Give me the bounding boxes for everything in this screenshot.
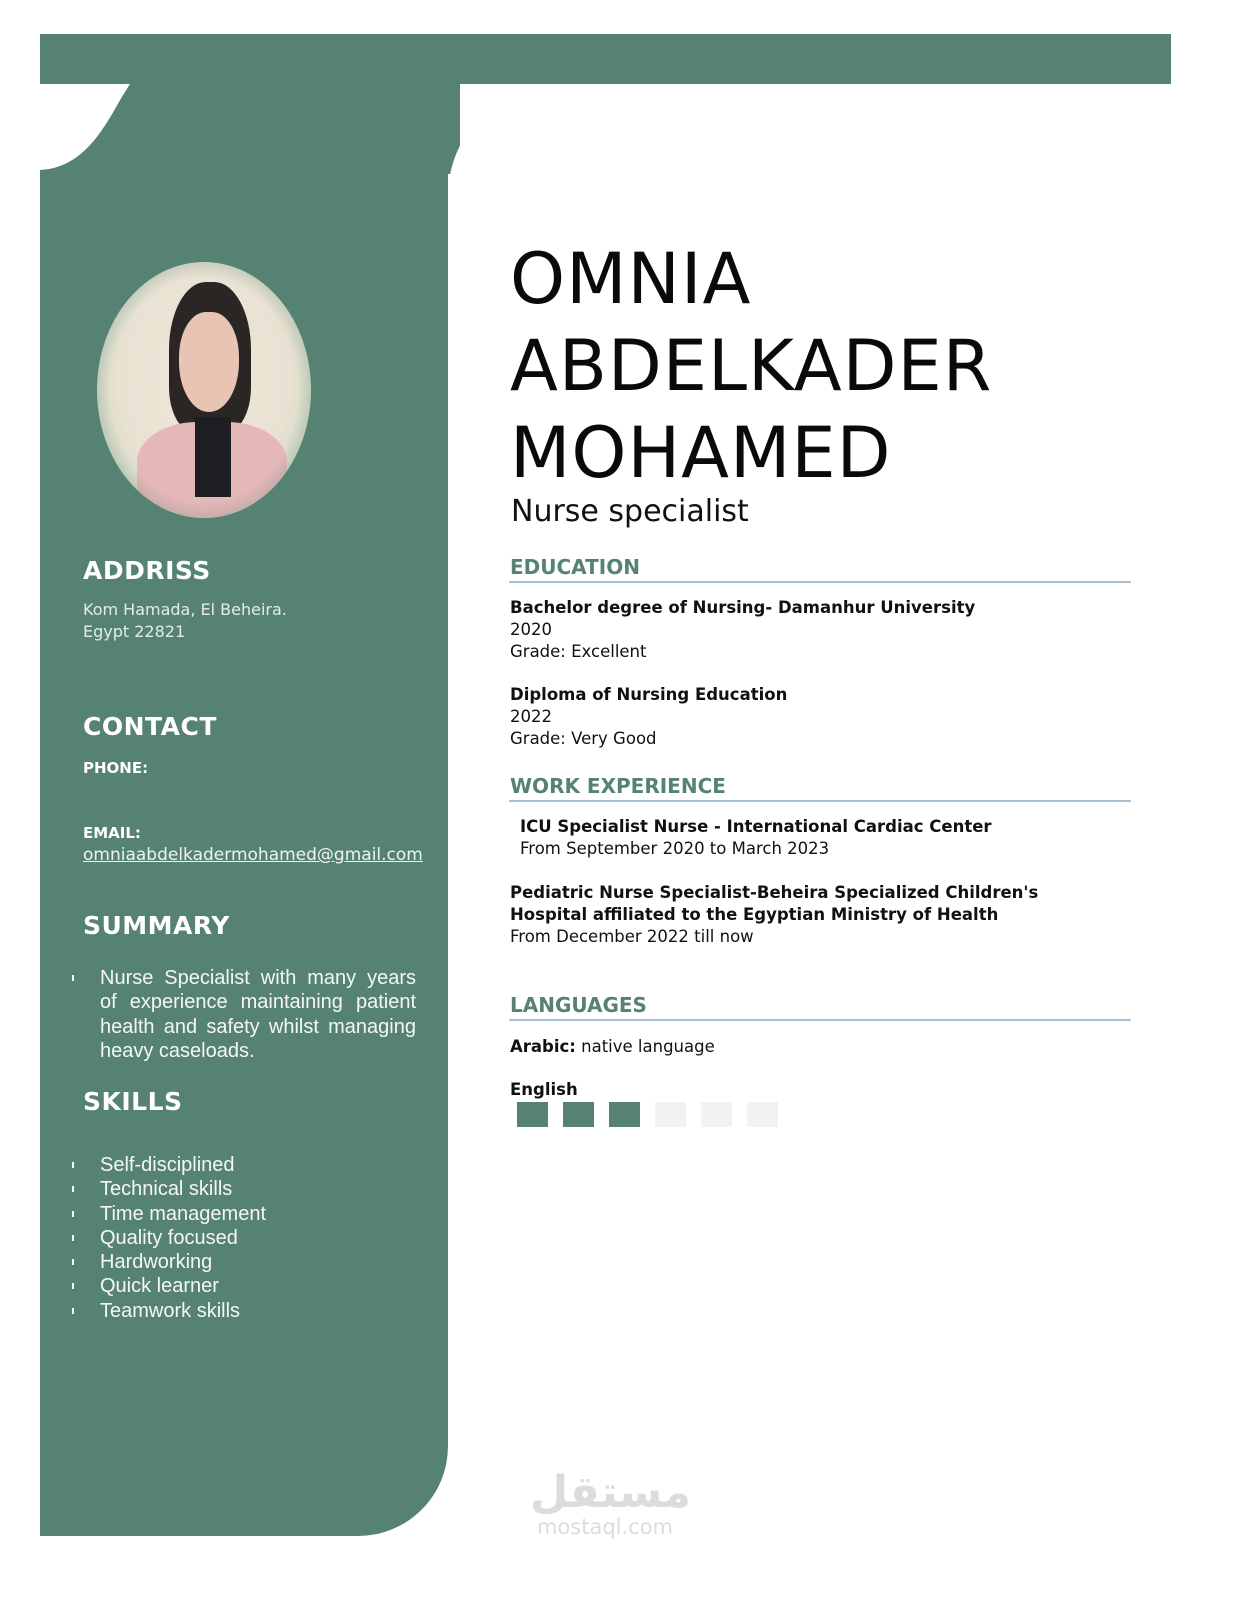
degree: Diploma of Nursing Education bbox=[510, 685, 788, 704]
english-level-bars bbox=[517, 1102, 778, 1127]
skill-item: Technical skills bbox=[70, 1177, 266, 1201]
candidate-name bbox=[510, 236, 992, 497]
summary-item: Nurse Specialist with many years of experience maintaining patient health and safety whilst managing heavy caseloads. bbox=[70, 966, 416, 1063]
english-label: English bbox=[510, 1080, 578, 1099]
languages-section-header bbox=[509, 993, 1131, 1021]
arabic-level: native language bbox=[581, 1037, 715, 1056]
skill-item: Teamwork skills bbox=[70, 1299, 266, 1323]
skill-item: Quality focused bbox=[70, 1226, 266, 1250]
sidebar-top-curve bbox=[40, 34, 460, 174]
skills-heading: SKILLS bbox=[83, 1087, 183, 1116]
skill-item: Quick learner bbox=[70, 1274, 266, 1298]
level-bar-empty bbox=[747, 1102, 778, 1127]
work-entry bbox=[510, 882, 1110, 948]
name-line-3: MOHAMED bbox=[510, 412, 892, 494]
education-heading: EDUCATION bbox=[510, 555, 640, 579]
degree: Bachelor degree of Nursing- Damanhur University bbox=[510, 598, 976, 617]
arabic-label: Arabic: bbox=[510, 1037, 576, 1056]
language-arabic bbox=[510, 1036, 715, 1058]
skill-item: Hardworking bbox=[70, 1250, 266, 1274]
role: ICU Specialist Nurse - International Cardiac Center bbox=[520, 817, 992, 836]
name-line-1: OMNIA bbox=[510, 238, 752, 320]
level-bar-filled bbox=[517, 1102, 548, 1127]
profile-photo bbox=[97, 262, 311, 518]
year: 2020 bbox=[510, 620, 552, 639]
period: From September 2020 to March 2023 bbox=[520, 839, 830, 858]
level-bar-filled bbox=[563, 1102, 594, 1127]
phone-label: PHONE: bbox=[83, 759, 149, 777]
work-section-header bbox=[509, 774, 1131, 802]
work-heading: WORK EXPERIENCE bbox=[510, 774, 726, 798]
watermark-arabic: مستقل bbox=[530, 1467, 691, 1518]
summary-list bbox=[70, 966, 416, 1063]
grade: Grade: Excellent bbox=[510, 642, 647, 661]
education-entry bbox=[510, 597, 975, 663]
skills-list bbox=[70, 1153, 266, 1323]
job-title: Nurse specialist bbox=[511, 494, 749, 529]
skill-item: Time management bbox=[70, 1202, 266, 1226]
education-section-header bbox=[509, 555, 1131, 583]
watermark bbox=[530, 1467, 691, 1539]
address-heading: ADDRISS bbox=[83, 556, 211, 585]
contact-heading: CONTACT bbox=[83, 712, 217, 741]
work-entry bbox=[520, 816, 992, 860]
address-line-2: Egypt 22821 bbox=[83, 622, 186, 641]
year: 2022 bbox=[510, 707, 552, 726]
watermark-latin: mostaql.com bbox=[536, 1515, 674, 1539]
education-entry bbox=[510, 684, 787, 750]
grade: Grade: Very Good bbox=[510, 729, 657, 748]
languages-heading: LANGUAGES bbox=[510, 993, 647, 1017]
role: Pediatric Nurse Specialist-Beheira Specialized Children's Hospital affiliated to the Egyptian Ministry of Health bbox=[510, 883, 1039, 924]
period: From December 2022 till now bbox=[510, 927, 754, 946]
summary-heading: SUMMARY bbox=[83, 911, 230, 940]
name-line-2: ABDELKADER bbox=[510, 325, 993, 407]
level-bar-filled bbox=[609, 1102, 640, 1127]
language-english bbox=[510, 1079, 578, 1101]
address-line-1: Kom Hamada, El Beheira. bbox=[83, 600, 287, 619]
level-bar-empty bbox=[655, 1102, 686, 1127]
level-bar-empty bbox=[701, 1102, 732, 1127]
email-label: EMAIL: bbox=[83, 824, 141, 842]
skill-item: Self-disciplined bbox=[70, 1153, 266, 1177]
email-link[interactable]: omniaabdelkadermohamed@gmail.com bbox=[83, 845, 423, 865]
